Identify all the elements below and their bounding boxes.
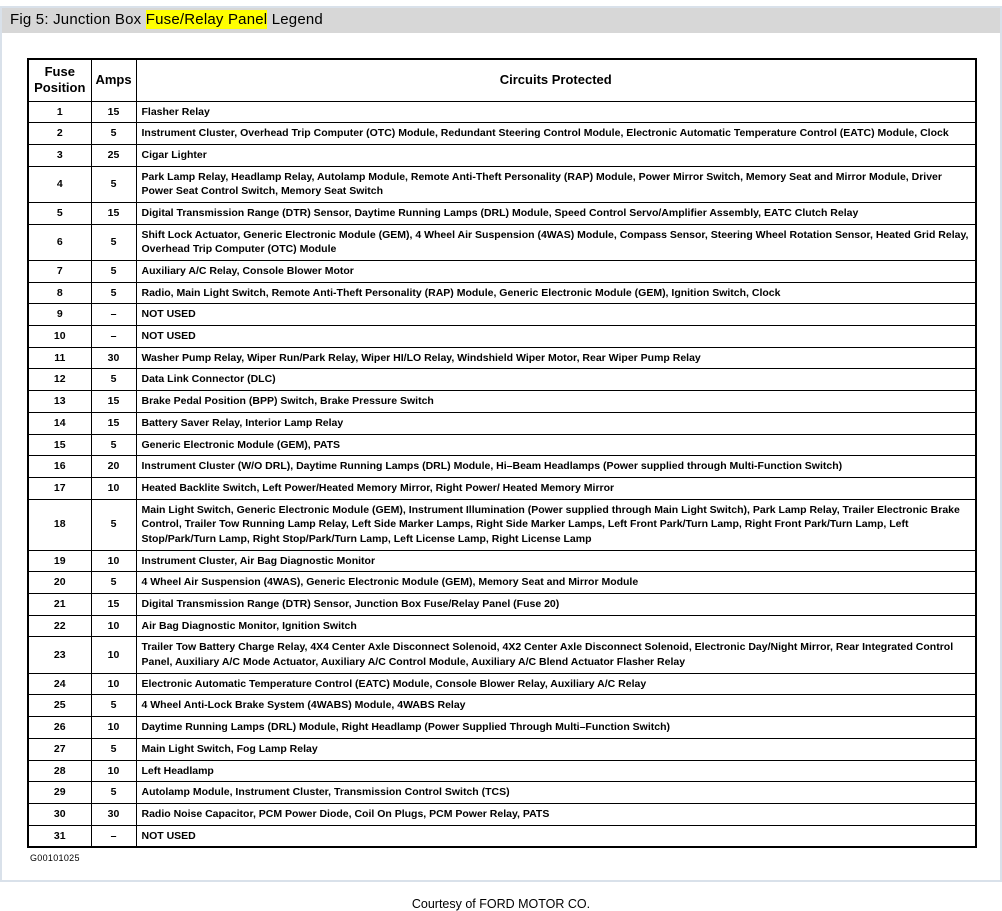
figure-title	[10, 11, 323, 28]
fuse-position-cell: 31	[28, 825, 91, 847]
table-row	[28, 572, 976, 594]
circuits-cell: Digital Transmission Range (DTR) Sensor, Junction Box Fuse/Relay Panel (Fuse 20)	[136, 594, 976, 616]
fuse-position-cell: 29	[28, 782, 91, 804]
amps-cell: 5	[91, 369, 136, 391]
fuse-position-cell: 7	[28, 261, 91, 283]
table-row	[28, 499, 976, 550]
amps-cell: 5	[91, 123, 136, 145]
circuits-cell: Main Light Switch, Fog Lamp Relay	[136, 738, 976, 760]
amps-cell: 5	[91, 224, 136, 260]
fuse-table-container	[27, 58, 978, 848]
amps-cell: 15	[91, 391, 136, 413]
circuits-cell: Digital Transmission Range (DTR) Sensor, Daytime Running Lamps (DRL) Module, Speed Control Servo/Amplifier Assembly, EATC Clutch Relay	[136, 202, 976, 224]
courtesy-line: Courtesy of FORD MOTOR CO.	[411, 897, 591, 911]
table-row	[28, 391, 976, 413]
circuits-cell: Electronic Automatic Temperature Control (EATC) Module, Console Blower Relay, Auxiliary A/C Relay	[136, 673, 976, 695]
header-row	[28, 59, 976, 101]
amps-cell: 10	[91, 717, 136, 739]
amps-cell: 5	[91, 782, 136, 804]
fuse-position-cell: 2	[28, 123, 91, 145]
fuse-position-cell: 30	[28, 803, 91, 825]
fuse-table-body	[28, 101, 976, 847]
table-row	[28, 166, 976, 202]
fuse-table-header	[28, 59, 976, 101]
table-row	[28, 615, 976, 637]
fuse-position-cell: 23	[28, 637, 91, 673]
amps-cell: 5	[91, 738, 136, 760]
fuse-position-cell: 22	[28, 615, 91, 637]
amps-cell: 10	[91, 673, 136, 695]
circuits-cell: Generic Electronic Module (GEM), PATS	[136, 434, 976, 456]
fuse-position-cell: 25	[28, 695, 91, 717]
amps-cell: 10	[91, 477, 136, 499]
amps-cell: 15	[91, 202, 136, 224]
circuits-cell: Brake Pedal Position (BPP) Switch, Brake Pressure Switch	[136, 391, 976, 413]
circuits-cell: 4 Wheel Air Suspension (4WAS), Generic Electronic Module (GEM), Memory Seat and Mirror Module	[136, 572, 976, 594]
circuits-cell: Left Headlamp	[136, 760, 976, 782]
table-row	[28, 637, 976, 673]
table-row	[28, 782, 976, 804]
fuse-position-cell: 8	[28, 282, 91, 304]
amps-cell: 15	[91, 594, 136, 616]
circuits-cell: NOT USED	[136, 825, 976, 847]
fuse-position-cell: 18	[28, 499, 91, 550]
fuse-position-cell: 15	[28, 434, 91, 456]
circuits-cell: 4 Wheel Anti-Lock Brake System (4WABS) Module, 4WABS Relay	[136, 695, 976, 717]
table-row	[28, 144, 976, 166]
amps-cell: 5	[91, 166, 136, 202]
fuse-position-cell: 20	[28, 572, 91, 594]
amps-cell: 30	[91, 347, 136, 369]
table-row	[28, 550, 976, 572]
column-header-amps: Amps	[91, 59, 136, 101]
fuse-position-cell: 5	[28, 202, 91, 224]
column-header-fuse-position: Fuse Position	[28, 59, 91, 101]
fuse-position-cell: 21	[28, 594, 91, 616]
amps-cell: 10	[91, 760, 136, 782]
table-row	[28, 803, 976, 825]
table-row	[28, 101, 976, 123]
fuse-position-cell: 14	[28, 412, 91, 434]
table-row	[28, 717, 976, 739]
table-row	[28, 434, 976, 456]
table-row	[28, 695, 976, 717]
circuits-cell: Instrument Cluster, Overhead Trip Computer (OTC) Module, Redundant Steering Control Module, Electronic Automatic Temperature Control (EATC) Module, Clock	[136, 123, 976, 145]
fuse-position-cell: 10	[28, 326, 91, 348]
table-row	[28, 594, 976, 616]
fuse-position-cell: 17	[28, 477, 91, 499]
figure-title-prefix: Fig 5: Junction Box	[10, 11, 146, 28]
fuse-table	[27, 58, 977, 848]
fuse-position-cell: 16	[28, 456, 91, 478]
fuse-position-cell: 13	[28, 391, 91, 413]
amps-cell: 5	[91, 499, 136, 550]
amps-cell: –	[91, 825, 136, 847]
amps-cell: 30	[91, 803, 136, 825]
circuits-cell: Instrument Cluster (W/O DRL), Daytime Running Lamps (DRL) Module, Hi–Beam Headlamps (Power supplied through Multi-Function Switch)	[136, 456, 976, 478]
circuits-cell: Cigar Lighter	[136, 144, 976, 166]
circuits-cell: Data Link Connector (DLC)	[136, 369, 976, 391]
fuse-position-cell: 26	[28, 717, 91, 739]
table-row	[28, 282, 976, 304]
fuse-position-cell: 28	[28, 760, 91, 782]
amps-cell: 5	[91, 282, 136, 304]
circuits-cell: Trailer Tow Battery Charge Relay, 4X4 Center Axle Disconnect Solenoid, 4X2 Center Axle Disconnect Solenoid, Electronic Day/Night Mirror, Rear Integrated Control Panel, Auxiliary A/C Mode Actuator, Auxiliary A/C Control Module, Auxiliary A/C Blend Actuator Flasher Relay	[136, 637, 976, 673]
table-row	[28, 224, 976, 260]
table-row	[28, 456, 976, 478]
circuits-cell: Air Bag Diagnostic Monitor, Ignition Switch	[136, 615, 976, 637]
circuits-cell: Autolamp Module, Instrument Cluster, Transmission Control Switch (TCS)	[136, 782, 976, 804]
amps-cell: 10	[91, 637, 136, 673]
fuse-position-cell: 27	[28, 738, 91, 760]
circuits-cell: Washer Pump Relay, Wiper Run/Park Relay, Wiper HI/LO Relay, Windshield Wiper Motor, Rear Wiper Pump Relay	[136, 347, 976, 369]
circuits-cell: Daytime Running Lamps (DRL) Module, Right Headlamp (Power Supplied Through Multi–Function Switch)	[136, 717, 976, 739]
fuse-position-cell: 6	[28, 224, 91, 260]
circuits-cell: NOT USED	[136, 326, 976, 348]
circuits-cell: Shift Lock Actuator, Generic Electronic Module (GEM), 4 Wheel Air Suspension (4WAS) Module, Compass Sensor, Steering Wheel Rotation Sensor, Heated Grid Relay, Overhead Trip Computer (OTC) Module	[136, 224, 976, 260]
amps-cell: 5	[91, 434, 136, 456]
table-row	[28, 477, 976, 499]
fuse-position-cell: 1	[28, 101, 91, 123]
table-row	[28, 123, 976, 145]
figure-code: G00101025	[30, 853, 80, 864]
fuse-position-cell: 4	[28, 166, 91, 202]
circuits-cell: Park Lamp Relay, Headlamp Relay, Autolamp Module, Remote Anti-Theft Personality (RAP) Module, Power Mirror Switch, Memory Seat and Mirror Module, Driver Power Seat Control Switch, Memory Seat Switch	[136, 166, 976, 202]
fuse-position-cell: 9	[28, 304, 91, 326]
title-bar	[0, 6, 1002, 33]
amps-cell: 20	[91, 456, 136, 478]
circuits-cell: Radio, Main Light Switch, Remote Anti-Theft Personality (RAP) Module, Generic Electronic Module (GEM), Ignition Switch, Clock	[136, 282, 976, 304]
amps-cell: 5	[91, 572, 136, 594]
fuse-position-cell: 12	[28, 369, 91, 391]
column-header-circuits-protected: Circuits Protected	[136, 59, 976, 101]
fuse-position-cell: 24	[28, 673, 91, 695]
amps-cell: –	[91, 326, 136, 348]
amps-cell: 15	[91, 412, 136, 434]
table-row	[28, 347, 976, 369]
title-highlight: Fuse/Relay Panel	[145, 11, 268, 28]
circuits-cell: Auxiliary A/C Relay, Console Blower Motor	[136, 261, 976, 283]
circuits-cell: Instrument Cluster, Air Bag Diagnostic Monitor	[136, 550, 976, 572]
table-row	[28, 304, 976, 326]
table-row	[28, 673, 976, 695]
amps-cell: 5	[91, 695, 136, 717]
circuits-cell: Flasher Relay	[136, 101, 976, 123]
amps-cell: 10	[91, 615, 136, 637]
amps-cell: 25	[91, 144, 136, 166]
figure-title-suffix: Legend	[267, 11, 323, 28]
circuits-cell: Battery Saver Relay, Interior Lamp Relay	[136, 412, 976, 434]
fuse-position-cell: 19	[28, 550, 91, 572]
table-row	[28, 202, 976, 224]
circuits-cell: NOT USED	[136, 304, 976, 326]
table-row	[28, 369, 976, 391]
circuits-cell: Main Light Switch, Generic Electronic Module (GEM), Instrument Illumination (Power supplied through Main Light Switch), Park Lamp Relay, Trailer Electronic Brake Control, Trailer Tow Running Lamp Relay, Left Side Marker Lamps, Right Side Marker Lamps, Left Front Park/Turn Lamp, Right Front Park/Turn Lamp, Left Stop/Park/Turn Lamp, Right Stop/Park/Turn Lamp, Left License Lamp, Right License Lamp	[136, 499, 976, 550]
fuse-position-cell: 11	[28, 347, 91, 369]
amps-cell: –	[91, 304, 136, 326]
fuse-position-cell: 3	[28, 144, 91, 166]
circuits-cell: Heated Backlite Switch, Left Power/Heated Memory Mirror, Right Power/ Heated Memory Mirror	[136, 477, 976, 499]
table-row	[28, 326, 976, 348]
amps-cell: 15	[91, 101, 136, 123]
table-row	[28, 825, 976, 847]
table-row	[28, 412, 976, 434]
table-row	[28, 760, 976, 782]
table-row	[28, 738, 976, 760]
amps-cell: 5	[91, 261, 136, 283]
circuits-cell: Radio Noise Capacitor, PCM Power Diode, Coil On Plugs, PCM Power Relay, PATS	[136, 803, 976, 825]
table-row	[28, 261, 976, 283]
amps-cell: 10	[91, 550, 136, 572]
